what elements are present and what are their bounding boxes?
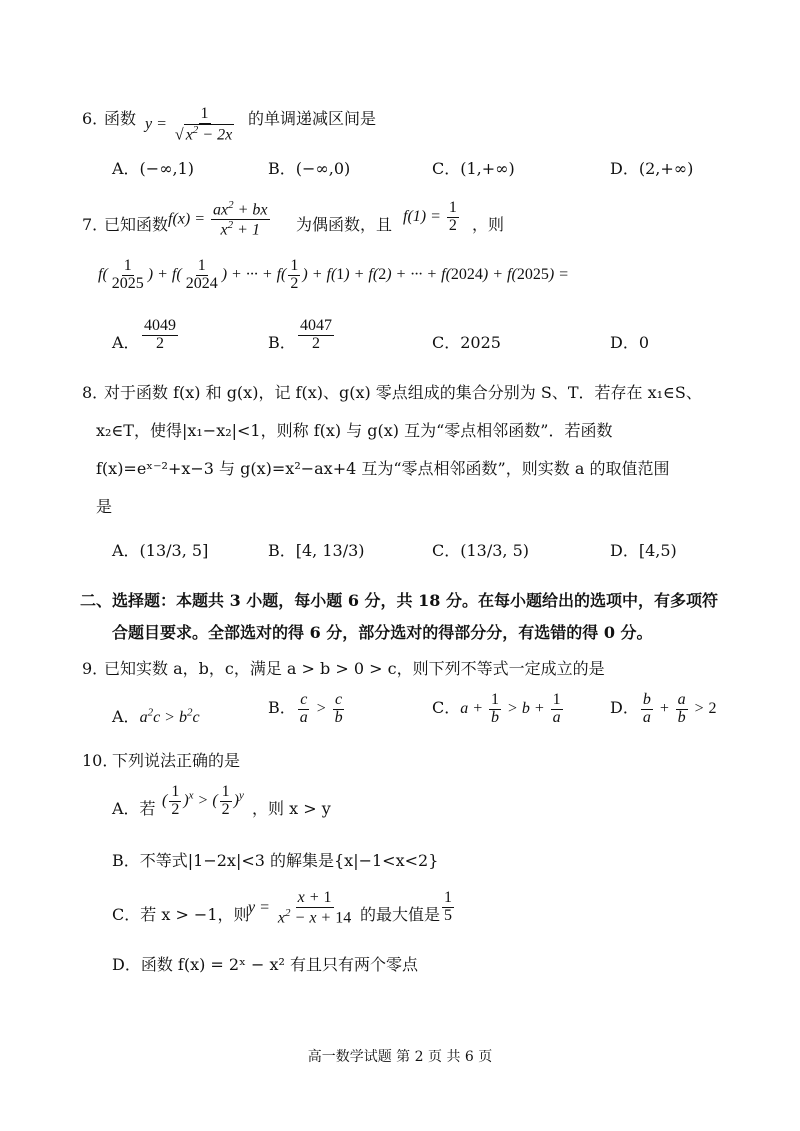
q9-number: 9． bbox=[82, 659, 109, 678]
q7-condition: f(1) = $\frac{1}{2}$ bbox=[403, 199, 457, 234]
q7-option-b-value: $\frac{4047}{2}$ bbox=[300, 317, 332, 352]
q8-option-c[interactable]: C．(13/3, 5) bbox=[432, 541, 530, 560]
q6-formula: y = $\frac{1}{√ x^2 - 2x}$ bbox=[145, 105, 233, 144]
q10-option-a-formula: ( $\frac{1}{2}$ )$^x$ > ( $\frac{1}{2}$ )$^y$ bbox=[162, 783, 244, 818]
q8-number: 8． bbox=[82, 383, 109, 402]
q7-option-b-label[interactable]: B． bbox=[268, 333, 296, 352]
q6-stem-pre: 函数 bbox=[104, 109, 137, 128]
q7-option-c[interactable]: C．2025 bbox=[432, 333, 501, 352]
q8-line-1: 对于函数 f(x) 和 g(x)，记 f(x)、g(x) 零点组成的集合分别为 S、T．若存在 x₁∈S、 bbox=[104, 383, 702, 402]
q9-option-d[interactable]: D． $\frac{b}{a}$ + $\frac{a}{b}$ > 2 bbox=[610, 691, 717, 726]
q8-option-a[interactable]: A．(13/3, 5] bbox=[112, 541, 209, 560]
q10-option-c-pre: C．若 x > −1，则 bbox=[112, 905, 250, 924]
q9-option-b[interactable]: B． $\frac{c}{a}$ > $\frac{c}{b}$ bbox=[268, 691, 343, 726]
page-footer: 高一数学试题 第 2 页 共 6 页 bbox=[307, 1049, 493, 1065]
q7-stem-pre: 已知函数 bbox=[104, 215, 169, 234]
q10-option-a-post: ，则 x > y bbox=[252, 799, 331, 818]
q10-option-c-value: $\frac{1}{5}$ bbox=[444, 889, 452, 924]
q7-option-a-value: $\frac{4049}{2}$ bbox=[144, 317, 176, 352]
q8-option-d[interactable]: D．[4,5) bbox=[610, 541, 677, 560]
q10-stem: 下列说法正确的是 bbox=[112, 751, 241, 770]
q9-option-a[interactable]: A．$a^2c > b^2c$ bbox=[112, 706, 200, 726]
q8-line-3: f(x)=eˣ⁻²+x−3 与 g(x)=x²−ax+4 互为“零点相邻函数”，则实数 a 的取值范围 bbox=[96, 459, 670, 478]
q8-line-2: x₂∈T，使得|x₁−x₂|<1，则称 f(x) 与 g(x) 互为“零点相邻函数”．若函数 bbox=[96, 421, 613, 440]
q10-option-c-post: 的最大值是 bbox=[360, 905, 441, 924]
section-2-line-1: 二、选择题：本题共 3 小题，每小题 6 分，共 18 分。在每小题给出的选项中，有多项符 bbox=[80, 591, 718, 610]
q6-option-a[interactable]: A．(−∞,1) bbox=[112, 159, 195, 178]
q10-option-b-text: B．不等式|1−2x|<3 的解集是{x|−1<x<2} bbox=[112, 851, 439, 870]
q7-option-a-label[interactable]: A． bbox=[112, 333, 140, 352]
q7-number: 7． bbox=[82, 215, 109, 234]
q6-stem-post: 的单调递减区间是 bbox=[248, 109, 377, 128]
q7-stem-post: ，则 bbox=[472, 215, 505, 234]
q6-option-b[interactable]: B．(−∞,0) bbox=[268, 159, 351, 178]
q6-option-d[interactable]: D．(2,+∞) bbox=[610, 159, 694, 178]
q7-option-d[interactable]: D．0 bbox=[610, 333, 650, 352]
q8-option-b[interactable]: B．[4, 13/3) bbox=[268, 541, 365, 560]
q10-option-c-formula: y = $\frac{x + 1}{x^2 - x + 14}$ bbox=[248, 889, 352, 927]
q7-function: f(x) = $\frac{ax^2 + bx}{x^2 + 1}$ bbox=[168, 199, 268, 239]
q10-number: 10． bbox=[82, 751, 119, 770]
q7-stem-mid: 为偶函数，且 bbox=[296, 215, 393, 234]
q7-sum-expression: f( $\frac{1}{2025}$ ) + f( $\frac{1}{2024}$ ) + ··· + f( $\frac{1}{2}$ ) + f(1) + f(2) + ··· + f(2024) + f(2025) = bbox=[98, 257, 569, 292]
q6-number: 6． bbox=[82, 109, 109, 128]
q9-stem: 已知实数 a，b，c，满足 a > b > 0 > c，则下列不等式一定成立的是 bbox=[104, 659, 605, 678]
q6-option-c[interactable]: C．(1,+∞) bbox=[432, 159, 515, 178]
q8-line-4: 是 bbox=[96, 497, 113, 516]
q10-option-a-pre: A．若 bbox=[112, 799, 156, 818]
section-2-line-2: 合题目要求。全部选对的得 6 分，部分选对的得部分分，有选错的得 0 分。 bbox=[112, 623, 653, 642]
q9-option-c[interactable]: C．a + $\frac{1}{b}$ > b + $\frac{1}{a}$ bbox=[432, 691, 561, 726]
q10-option-d-text: D．函数 f(x) = 2ˣ − x² 有且只有两个零点 bbox=[112, 955, 418, 974]
